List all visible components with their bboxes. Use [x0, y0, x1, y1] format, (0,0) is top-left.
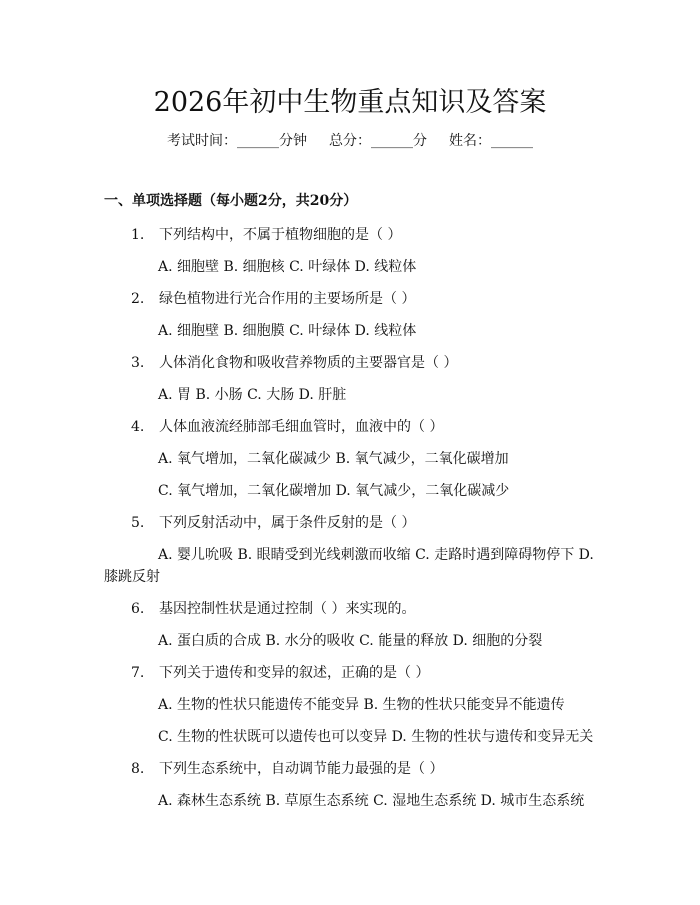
- question-6: [131, 598, 415, 618]
- question-number: 5.: [131, 515, 145, 531]
- question-text: 绿色植物进行光合作用的主要场所是（ ）: [159, 291, 416, 307]
- document-title: 2026年初中生物重点知识及答案: [153, 87, 547, 118]
- question-4-options-line-2: C. 氧气增加，二氧化碳增加 D. 氧气减少，二氧化碳减少: [158, 483, 510, 499]
- question-text: 下列关于遗传和变异的叙述，正确的是（ ）: [159, 665, 430, 681]
- question-number: 8.: [131, 761, 145, 777]
- question-7-options-line-1: A. 生物的性状只能遗传不能变异 B. 生物的性状只能变异不能遗传: [158, 697, 565, 713]
- question-5-options-line-2: 膝跳反射: [104, 569, 160, 585]
- question-7-options-line-2: C. 生物的性状既可以遗传也可以变异 D. 生物的性状与遗传和变异无关: [158, 729, 594, 745]
- question-2-options: A. 细胞壁 B. 细胞膜 C. 叶绿体 D. 线粒体: [158, 323, 417, 339]
- question-text: 人体血液流经肺部毛细血管时，血液中的（ ）: [159, 419, 444, 435]
- total-score-field: 总分：______分: [329, 133, 427, 149]
- question-6-options: A. 蛋白质的合成 B. 水分的吸收 C. 能量的释放 D. 细胞的分裂: [158, 633, 543, 649]
- question-number: 2.: [131, 291, 145, 307]
- question-text: 下列生态系统中，自动调节能力最强的是（ ）: [159, 761, 444, 777]
- question-number: 4.: [131, 419, 145, 435]
- question-text: 人体消化食物和吸收营养物质的主要器官是（ ）: [159, 355, 458, 371]
- question-4: [131, 416, 443, 436]
- exam-time-field: 考试时间：______分钟: [167, 133, 307, 149]
- question-2: [131, 288, 415, 308]
- question-number: 7.: [131, 665, 145, 681]
- question-1: [131, 224, 401, 244]
- question-7: [131, 662, 429, 682]
- student-name-field: 姓名：______: [449, 133, 533, 149]
- section-heading: 一、单项选择题（每小题2分，共20分）: [104, 193, 358, 209]
- question-text: 基因控制性状是通过控制（ ）来实现的。: [159, 601, 416, 617]
- question-number: 6.: [131, 601, 145, 617]
- question-8: [131, 758, 443, 778]
- question-number: 3.: [131, 355, 145, 371]
- question-3: [131, 352, 457, 372]
- question-number: 1.: [131, 227, 145, 243]
- question-5-options-line-1: A. 婴儿吮吸 B. 眼睛受到光线刺激而收缩 C. 走路时遇到障碍物停下 D.: [158, 547, 594, 563]
- question-text: 下列反射活动中，属于条件反射的是（ ）: [159, 515, 416, 531]
- question-text: 下列结构中，不属于植物细胞的是（ ）: [159, 227, 402, 243]
- question-4-options-line-1: A. 氧气增加，二氧化碳减少 B. 氧气减少，二氧化碳增加: [158, 451, 509, 467]
- question-5: [131, 512, 415, 532]
- question-3-options: A. 胃 B. 小肠 C. 大肠 D. 肝脏: [158, 387, 347, 403]
- question-8-options: A. 森林生态系统 B. 草原生态系统 C. 湿地生态系统 D. 城市生态系统: [158, 793, 585, 809]
- question-1-options: A. 细胞壁 B. 细胞核 C. 叶绿体 D. 线粒体: [158, 259, 417, 275]
- exam-meta: [0, 130, 700, 150]
